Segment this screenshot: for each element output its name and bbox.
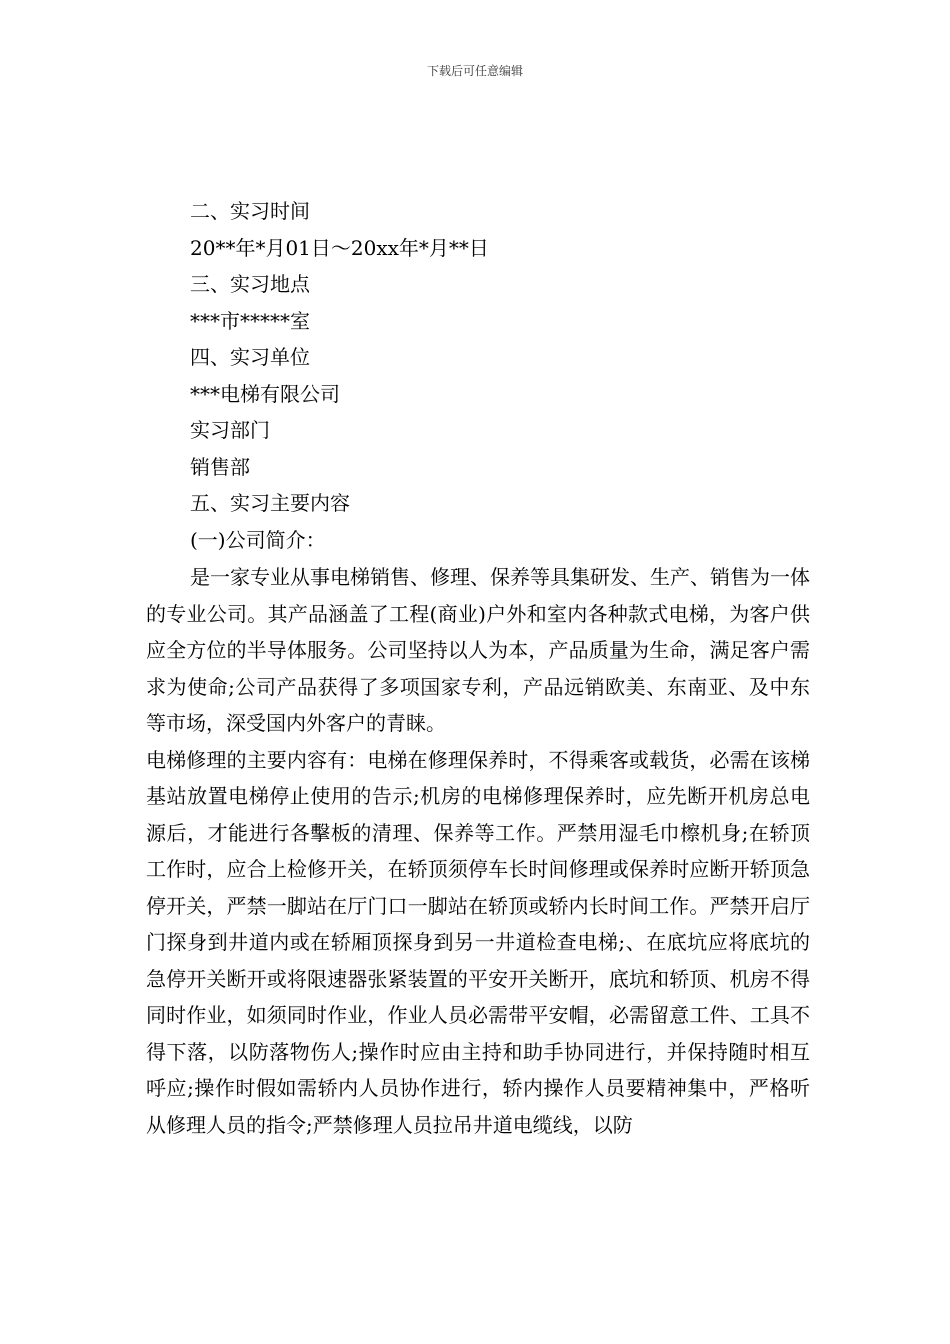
internship-location: ***市*****室: [190, 308, 310, 333]
subsection-heading-intro: (一)公司简介：: [190, 527, 326, 552]
section-heading-unit: 四、实习单位: [190, 345, 310, 369]
internship-department: 销售部: [190, 454, 250, 479]
section-heading-place: 三、实习地点: [190, 272, 310, 296]
internship-company: ***电梯有限公司: [190, 381, 340, 406]
page-header-note: 下载后可任意编辑: [426, 64, 523, 78]
section-heading-time: 二、实习时间: [190, 199, 310, 223]
document-body: [146, 193, 810, 1143]
section-heading-department: 实习部门: [190, 418, 270, 442]
internship-period: 20**年*月01日～20xx年*月**日: [190, 235, 489, 260]
company-intro-paragraph: 是一家专业从事电梯销售、修理、保养等具集研发、生产、销售为一体的专业公司。其产品涵盖了工程(商业)户外和室内各种款式电梯，为客户供应全方位的半导体服务。公司坚持以人为本，产品质量为生命，满足客户需求为使命;公司产品获得了多项国家专利，产品远销欧美、东南亚、及中东等市场，深受国内外客户的青睐。: [146, 565, 810, 735]
section-heading-content: 五、实习主要内容: [190, 491, 350, 515]
maintenance-content-paragraph: 电梯修理的主要内容有：电梯在修理保养时，不得乘客或载货，必需在该梯基站放置电梯停止使用的告示;机房的电梯修理保养时，应先断开机房总电源后，才能进行各擊板的清理、保养等工作。严禁用湿毛巾檫机身;在轿顶工作时，应合上检修开关，在轿顶须停车长时间修理或保养时应断开轿顶急停开关，严禁一脚站在厅门口一脚站在轿顶或轿内长时间工作。严禁开启厅门探身到井道内或在轿厢顶探身到另一井道检查电梯;、在底坑应将底坑的急停开关断开或将限速器张紧装置的平安开关断开，底坑和轿顶、机房不得同时作业，如须同时作业，作业人员必需带平安帽，必需留意工件、工具不得下落，以防落物伤人;操作时应由主持和助手协同进行，并保持随时相互呼应;操作时假如需轿内人员协作进行，轿内操作人员要精神集中，严格听从修理人员的指令;严禁修理人员拉吊井道电缆线，以防: [146, 747, 810, 1137]
